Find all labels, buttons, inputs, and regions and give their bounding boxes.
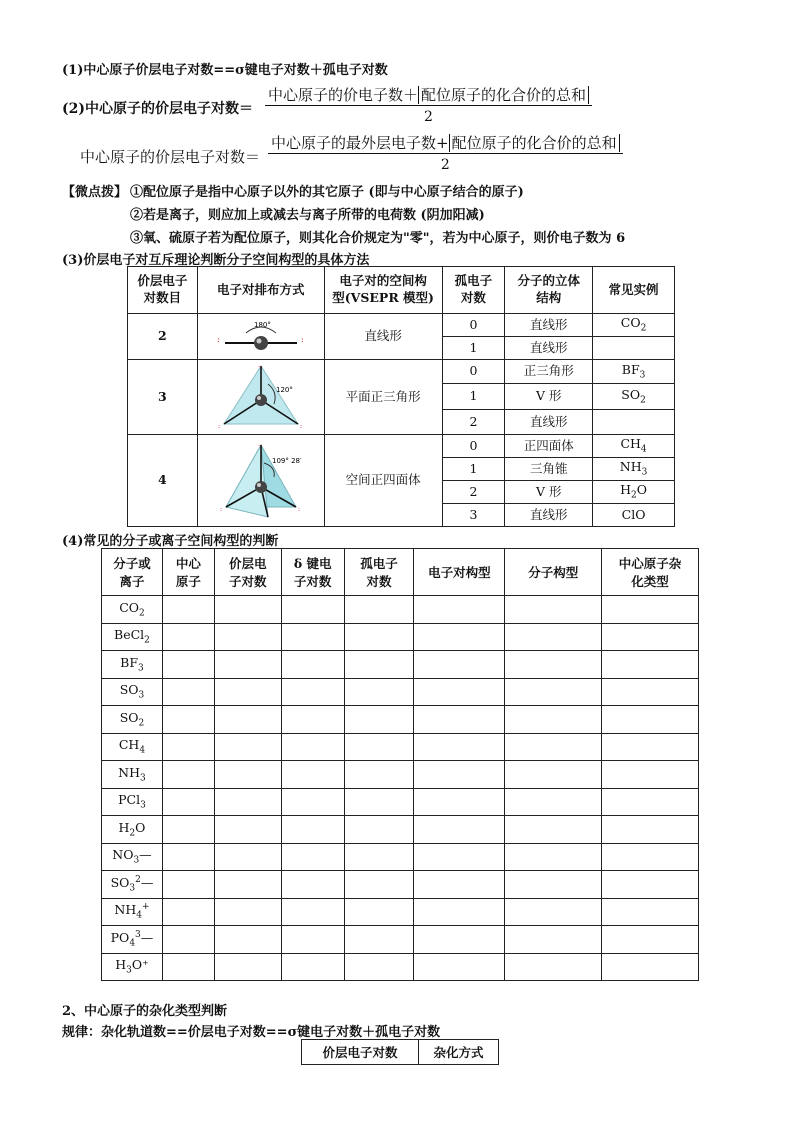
- blank-answer-cell[interactable]: [414, 788, 505, 816]
- blank-answer-cell[interactable]: [344, 953, 414, 981]
- formula-line-3-prefix: 中心原子的价层电子对数＝: [80, 148, 261, 166]
- svg-text:..: ..: [257, 440, 262, 448]
- shape-cell: 正三角形: [505, 360, 593, 384]
- numerator-part-a: 中心原子的价电子数＋: [268, 86, 419, 104]
- blank-answer-cell[interactable]: [602, 596, 699, 624]
- blank-answer-cell[interactable]: [344, 761, 414, 789]
- blank-answer-cell[interactable]: [214, 788, 281, 816]
- shape-cell: 直线形: [505, 504, 593, 527]
- lone-cell: 2: [442, 410, 505, 435]
- tetrahedral-figure: [197, 435, 324, 527]
- table-row: [102, 733, 699, 761]
- tip-3: ③氧、硫原子若为配位原子，则其化合价规定为"零"，若为中心原子，则价电子数为 6: [130, 231, 626, 246]
- blank-answer-cell[interactable]: [281, 706, 344, 734]
- section-4-title: (4)常见的分子或离子空间构型的判断: [62, 534, 279, 549]
- blank-answer-cell[interactable]: [344, 596, 414, 624]
- species-cell: $BF_3$: [102, 651, 163, 679]
- header-sigma-pairs: δ 键电 子对数: [281, 549, 344, 596]
- blank-answer-cell[interactable]: [344, 623, 414, 651]
- blank-answer-cell[interactable]: [214, 926, 281, 954]
- blank-answer-cell[interactable]: [505, 651, 602, 679]
- table-row: [102, 596, 699, 624]
- svg-text::: :: [300, 334, 304, 344]
- hybridization-rule: 规律：杂化轨道数==价层电子对数==σ键电子对数＋孤电子对数: [62, 1025, 441, 1040]
- blank-answer-cell[interactable]: [281, 898, 344, 926]
- blank-answer-cell[interactable]: [162, 953, 214, 981]
- blank-answer-cell[interactable]: [214, 706, 281, 734]
- header-molecular-shape: 分子构型: [505, 549, 602, 596]
- blank-answer-cell[interactable]: [214, 651, 281, 679]
- shape-cell: 三角锥: [505, 458, 593, 481]
- blank-answer-cell[interactable]: [281, 843, 344, 871]
- blank-answer-cell[interactable]: [505, 843, 602, 871]
- table-row: [102, 761, 699, 789]
- blank-answer-cell[interactable]: [414, 596, 505, 624]
- species-cell: $H_2O$: [102, 816, 163, 844]
- lone-cell: 0: [442, 314, 505, 337]
- blank-answer-cell[interactable]: [344, 651, 414, 679]
- pairs-3: 3: [128, 360, 198, 435]
- tips-label: 【微点拨】: [62, 185, 128, 200]
- shape-cell: V 形: [505, 384, 593, 410]
- svg-text::: :: [219, 505, 222, 513]
- formula-line-2-fraction: [265, 84, 592, 125]
- header-valence-pair-count: 价层电子对数: [302, 1040, 419, 1065]
- blank-answer-cell[interactable]: [414, 898, 505, 926]
- species-cell: PCl$_3$: [102, 788, 163, 816]
- blank-answer-cell[interactable]: [344, 678, 414, 706]
- svg-text::: :: [216, 334, 220, 344]
- species-cell: $CO_2$: [102, 596, 163, 624]
- header-species: 分子或 离子: [102, 549, 163, 596]
- shape-cell: V 形: [505, 481, 593, 504]
- denominator: 2: [440, 157, 450, 173]
- vsepr-table: [127, 266, 675, 527]
- header-shape: 分子的立体 结构: [505, 267, 593, 314]
- table-row: [102, 651, 699, 679]
- example-cell: [593, 410, 675, 435]
- blank-answer-cell[interactable]: [505, 596, 602, 624]
- species-cell: $PO_4^3—$: [102, 926, 163, 954]
- pairs-4: 4: [128, 435, 198, 527]
- species-cell: $SO_3$: [102, 678, 163, 706]
- blank-answer-cell[interactable]: [344, 788, 414, 816]
- header-valence-pairs: 价层电 子对数: [214, 549, 281, 596]
- header-example: 常见实例: [593, 267, 675, 314]
- blank-answer-cell[interactable]: [281, 623, 344, 651]
- blank-answer-cell[interactable]: [602, 926, 699, 954]
- svg-text:..: ..: [257, 362, 262, 369]
- species-cell: $SO_3^2—$: [102, 871, 163, 899]
- example-cell: $SO_2$: [593, 384, 675, 410]
- blank-answer-cell[interactable]: [281, 733, 344, 761]
- blank-answer-cell[interactable]: [505, 898, 602, 926]
- blank-answer-cell[interactable]: [162, 706, 214, 734]
- header-hybrid-type: 杂化方式: [419, 1040, 499, 1065]
- angle-label: 120°: [275, 386, 293, 394]
- example-cell: $H_2O$: [593, 481, 675, 504]
- blank-answer-cell[interactable]: [414, 706, 505, 734]
- blank-answer-cell[interactable]: [505, 623, 602, 651]
- blank-answer-cell[interactable]: [162, 596, 214, 624]
- blank-answer-cell[interactable]: [281, 953, 344, 981]
- blank-answer-cell[interactable]: [414, 761, 505, 789]
- lone-cell: 2: [442, 481, 505, 504]
- species-cell: $NH_4^+$: [102, 898, 163, 926]
- example-cell: $CO_2$: [593, 314, 675, 337]
- blank-answer-cell[interactable]: [214, 953, 281, 981]
- blank-answer-cell[interactable]: [281, 816, 344, 844]
- denominator: 2: [424, 109, 433, 125]
- header-pair-geometry: 电子对构型: [414, 549, 505, 596]
- blank-answer-cell[interactable]: [344, 926, 414, 954]
- blank-answer-cell[interactable]: [505, 871, 602, 899]
- blank-answer-cell[interactable]: [162, 678, 214, 706]
- blank-answer-cell[interactable]: [162, 926, 214, 954]
- lone-cell: 0: [442, 435, 505, 458]
- blank-answer-cell[interactable]: [162, 871, 214, 899]
- blank-answer-cell[interactable]: [505, 926, 602, 954]
- blank-answer-cell[interactable]: [162, 651, 214, 679]
- table-row: [102, 816, 699, 844]
- lone-cell: 1: [442, 458, 505, 481]
- table-row: [102, 706, 699, 734]
- blank-answer-cell[interactable]: [344, 871, 414, 899]
- shape-cell: 直线形: [505, 410, 593, 435]
- example-cell: $BF_3$: [593, 360, 675, 384]
- blank-answer-cell[interactable]: [414, 623, 505, 651]
- blank-answer-cell[interactable]: [505, 733, 602, 761]
- header-center-atom: 中心 原子: [162, 549, 214, 596]
- example-cell: $CH_4$: [593, 435, 675, 458]
- blank-answer-cell[interactable]: [281, 596, 344, 624]
- tip-1: ①配位原子是指中心原子以外的其它原子 (即与中心原子结合的原子): [130, 185, 524, 200]
- header-pairs: 价层电子 对数目: [128, 267, 198, 314]
- blank-answer-cell[interactable]: [281, 871, 344, 899]
- numerator-part-b: 配位原子的化合价的总和: [449, 134, 620, 152]
- blank-answer-cell[interactable]: [602, 843, 699, 871]
- pairs-2: 2: [128, 314, 198, 360]
- blank-answer-cell[interactable]: [414, 733, 505, 761]
- header-model: 电子对的空间构 型(VSEPR 模型): [324, 267, 442, 314]
- blank-answer-cell[interactable]: [505, 761, 602, 789]
- blank-answer-cell[interactable]: [505, 816, 602, 844]
- formula-line-3-fraction: [268, 132, 623, 173]
- blank-answer-cell[interactable]: [505, 706, 602, 734]
- blank-answer-cell[interactable]: [414, 953, 505, 981]
- shape-cell: 正四面体: [505, 435, 593, 458]
- angle-label: 109° 28′: [271, 456, 302, 465]
- species-cell: $NO_3—$: [102, 843, 163, 871]
- blank-answer-cell[interactable]: [602, 651, 699, 679]
- header-arrangement: 电子对排布方式: [197, 267, 324, 314]
- blank-answer-cell[interactable]: [214, 761, 281, 789]
- blank-answer-cell[interactable]: [214, 816, 281, 844]
- table-row: [102, 788, 699, 816]
- blank-answer-cell[interactable]: [281, 651, 344, 679]
- blank-answer-cell[interactable]: [281, 678, 344, 706]
- blank-answer-cell[interactable]: [602, 623, 699, 651]
- blank-answer-cell[interactable]: [414, 678, 505, 706]
- blank-answer-cell[interactable]: [602, 953, 699, 981]
- blank-answer-cell[interactable]: [214, 596, 281, 624]
- blank-answer-cell[interactable]: [505, 678, 602, 706]
- table-row: [102, 953, 699, 981]
- blank-answer-cell[interactable]: [344, 733, 414, 761]
- blank-answer-cell[interactable]: [602, 788, 699, 816]
- blank-answer-cell[interactable]: [602, 871, 699, 899]
- model-tetrahedral: 空间正四面体: [324, 435, 442, 527]
- blank-answer-cell[interactable]: [602, 761, 699, 789]
- table-row: [102, 623, 699, 651]
- blank-answer-cell[interactable]: [214, 871, 281, 899]
- blank-answer-cell[interactable]: [344, 706, 414, 734]
- table-row: [102, 843, 699, 871]
- svg-text::: :: [297, 505, 300, 513]
- blank-answer-cell[interactable]: [505, 953, 602, 981]
- blank-answer-cell[interactable]: [281, 788, 344, 816]
- tip-2: ②若是离子，则应加上或减去与离子所带的电荷数 (阴加阳减): [130, 208, 485, 223]
- blank-answer-cell[interactable]: [162, 788, 214, 816]
- blank-answer-cell[interactable]: [214, 843, 281, 871]
- blank-answer-cell[interactable]: [162, 898, 214, 926]
- shape-cell: 直线形: [505, 314, 593, 337]
- lone-cell: 1: [442, 337, 505, 360]
- section-5-title: 2、中心原子的杂化类型判断: [62, 1004, 228, 1019]
- header-hybridization: 中心原子杂 化类型: [602, 549, 699, 596]
- svg-text::: :: [299, 423, 302, 430]
- example-cell: [593, 337, 675, 360]
- model-linear: 直线形: [324, 314, 442, 360]
- section-3-title: (3)价层电子对互斥理论判断分子空间构型的具体方法: [62, 253, 370, 268]
- formula-line-1: (1)中心原子价层电子对数==σ键电子对数＋孤电子对数: [62, 63, 388, 78]
- blank-answer-cell[interactable]: [344, 843, 414, 871]
- header-lone: 孤电子 对数: [442, 267, 505, 314]
- lone-cell: 0: [442, 360, 505, 384]
- blank-answer-cell[interactable]: [214, 733, 281, 761]
- table-row: [102, 926, 699, 954]
- lone-cell: 3: [442, 504, 505, 527]
- blank-answer-cell[interactable]: [344, 898, 414, 926]
- blank-answer-cell[interactable]: [214, 678, 281, 706]
- model-trigonal: 平面正三角形: [324, 360, 442, 435]
- shape-cell: 直线形: [505, 337, 593, 360]
- angle-label: 180°: [253, 320, 271, 329]
- numerator-part-b: 配位原子的化合价的总和: [418, 86, 589, 104]
- blank-answer-cell[interactable]: [214, 623, 281, 651]
- blank-answer-cell[interactable]: [414, 843, 505, 871]
- header-lone-pairs: 孤电子 对数: [344, 549, 414, 596]
- blank-answer-cell[interactable]: [162, 843, 214, 871]
- trigonal-planar-figure: [197, 360, 324, 435]
- example-cell: $NH_3$: [593, 458, 675, 481]
- table-row: [102, 871, 699, 899]
- blank-answer-cell[interactable]: [414, 816, 505, 844]
- lone-cell: 1: [442, 384, 505, 410]
- blank-answer-cell[interactable]: [162, 733, 214, 761]
- blank-answer-cell[interactable]: [602, 733, 699, 761]
- linear-figure: [197, 314, 324, 360]
- species-cell: BeCl$_2$: [102, 623, 163, 651]
- blank-answer-cell[interactable]: [505, 788, 602, 816]
- blank-answer-cell[interactable]: [162, 761, 214, 789]
- formula-line-2-prefix: (2)中心原子的价层电子对数＝: [62, 101, 253, 117]
- species-cell: $SO_2$: [102, 706, 163, 734]
- blank-answer-cell[interactable]: [602, 898, 699, 926]
- blank-answer-cell[interactable]: [414, 926, 505, 954]
- table-row: [102, 898, 699, 926]
- species-cell: $H_3O^+$: [102, 953, 163, 981]
- blank-answer-cell[interactable]: [414, 651, 505, 679]
- svg-text::: :: [217, 423, 220, 430]
- blank-answer-cell[interactable]: [162, 816, 214, 844]
- blank-answer-cell[interactable]: [602, 706, 699, 734]
- blank-answer-cell[interactable]: [162, 623, 214, 651]
- blank-answer-cell[interactable]: [281, 761, 344, 789]
- blank-answer-cell[interactable]: [602, 678, 699, 706]
- blank-answer-cell[interactable]: [414, 871, 505, 899]
- blank-answer-cell[interactable]: [281, 926, 344, 954]
- numerator-part-a: 中心原子的最外层电子数+: [271, 134, 449, 152]
- species-table: [101, 548, 699, 981]
- blank-answer-cell[interactable]: [602, 816, 699, 844]
- table-row: [102, 678, 699, 706]
- species-cell: $CH_4$: [102, 733, 163, 761]
- species-cell: $NH_3$: [102, 761, 163, 789]
- hybridization-table: [301, 1039, 499, 1065]
- blank-answer-cell[interactable]: [344, 816, 414, 844]
- example-cell: ClO: [593, 504, 675, 527]
- blank-answer-cell[interactable]: [214, 898, 281, 926]
